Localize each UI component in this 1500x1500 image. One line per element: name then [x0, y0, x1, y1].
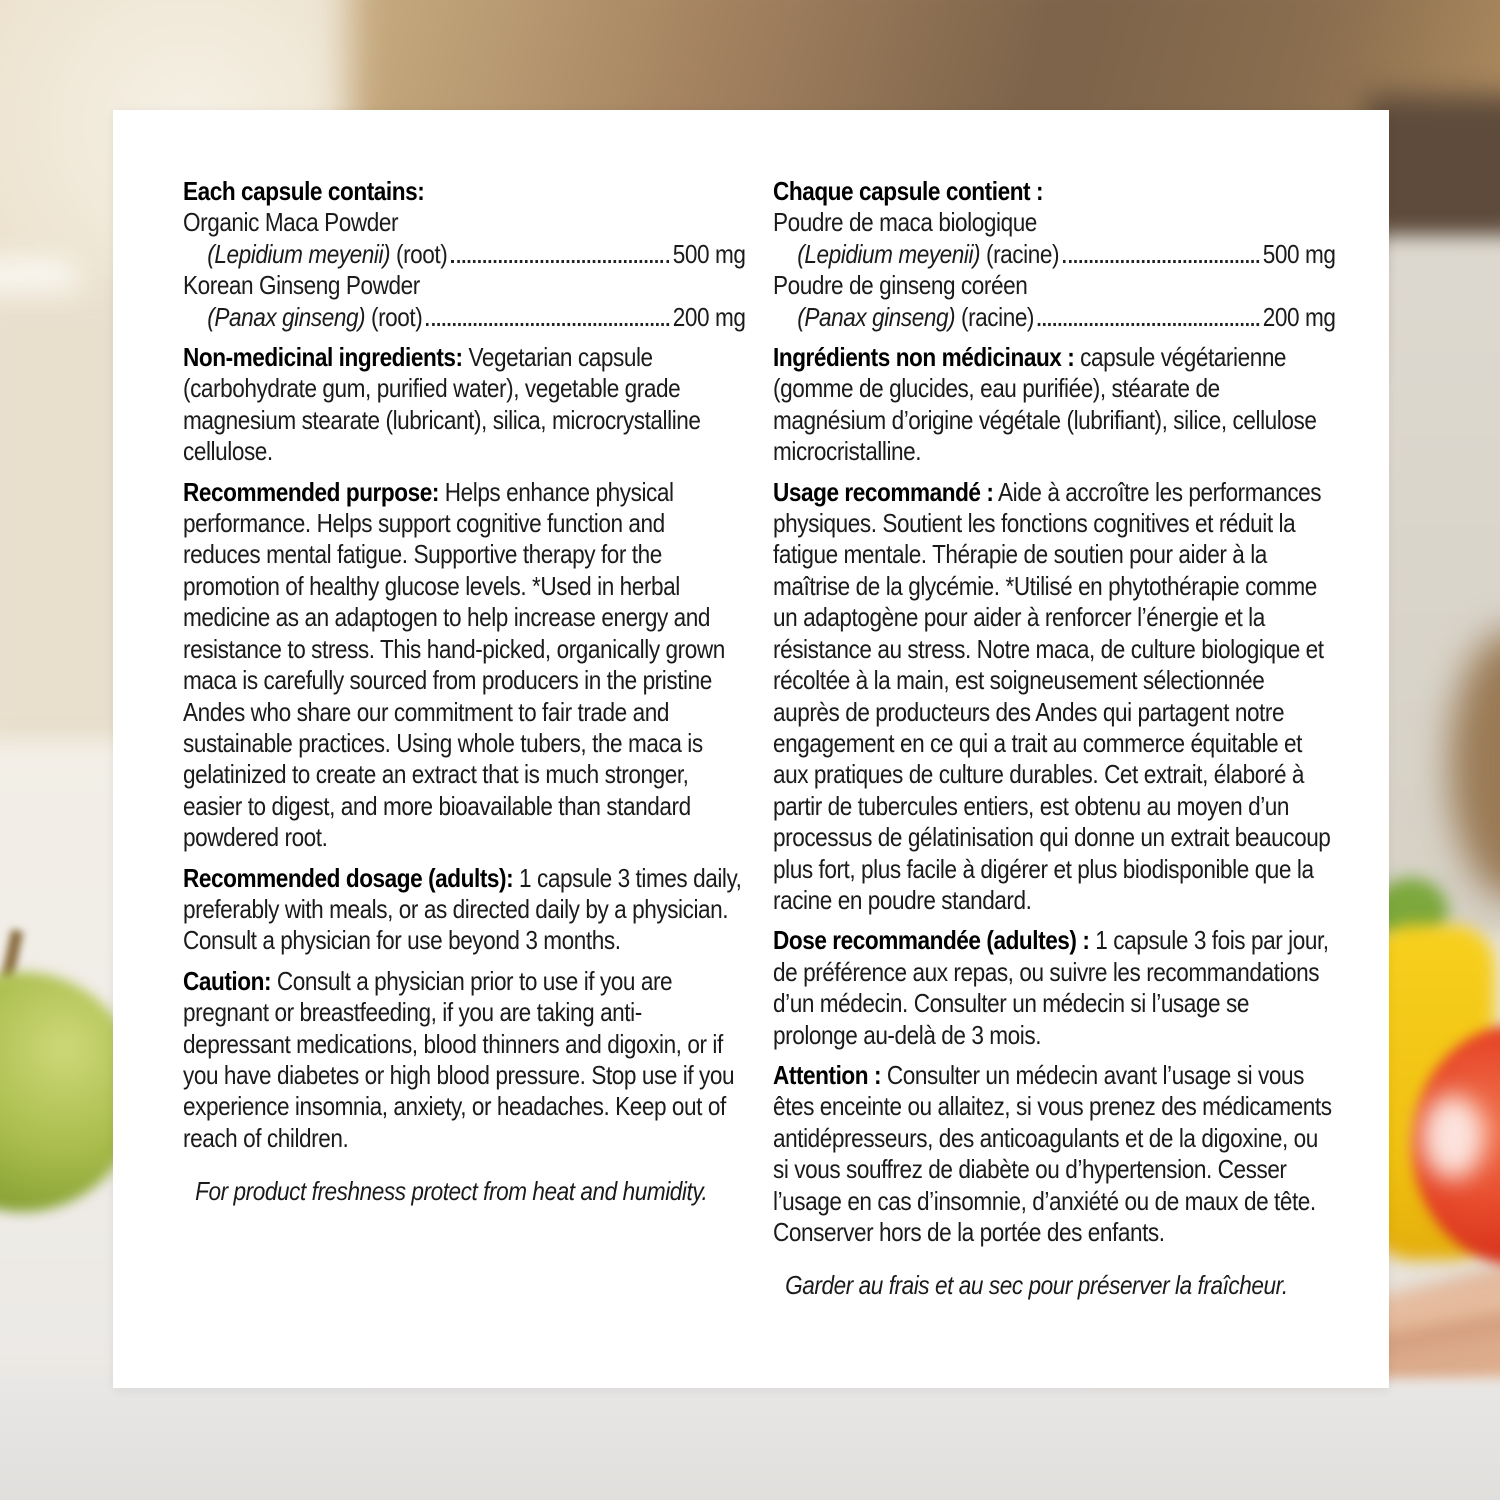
purpose-paragraph — [773, 477, 1335, 917]
ingredient-name: Poudre de ginseng coréen — [773, 270, 1028, 301]
dosage-paragraph — [773, 925, 1335, 1051]
paragraph-text: 1 capsule 3 times daily, preferably with meals, or as directed daily by a physician. Consult a physician for use beyond 3 months. — [183, 862, 742, 956]
section-heading: Each capsule contains: — [183, 176, 425, 206]
section-heading: Chaque capsule contient : — [773, 176, 1044, 206]
ingredient-line — [773, 302, 1335, 333]
paragraph-text: Consulter un médecin avant l’usage si vous êtes enceinte ou allaitez, si vous prenez des médicaments antidépresseurs, des anticoagulants et de la digoxine, ou si vous souffrez de diabète ou d’hypertension. Cesser l’usage en cas d’insomnie, d’anxiété ou de maux de tête. Conserver hors de la portée des enfants. — [773, 1059, 1332, 1247]
ingredient-name: Organic Maca Powder — [183, 207, 399, 238]
ingredient-line — [183, 302, 745, 333]
plant-part: (racine) — [985, 238, 1060, 269]
paragraph-label: Usage recommandé : — [773, 476, 994, 507]
plant-part: (root) — [370, 301, 423, 332]
ingredient-amount: 200 mg — [672, 301, 746, 332]
paragraph-text: Helps enhance physical performance. Helps support cognitive function and reduces mental fatigue. Supportive therapy for the promotion of healthy glucose levels. *Used in herbal medicine as an adaptogen to help increase energy and resistance to stress. This hand-picked, organically grown maca is carefully sourced from producers in the pristine Andes who share our commitment to fair trade and sustainable practices. Using whole tubers, the maca is gelatinized to create an extract that is much stronger, easier to digest, and more bioavailable than standard powdered root. — [183, 476, 725, 853]
non-medicinal-paragraph — [183, 342, 745, 468]
dot-leader — [1063, 260, 1260, 263]
latin-name: (Panax ginseng) — [797, 301, 956, 332]
ingredient-line — [183, 239, 745, 270]
ingredient-amount: 500 mg — [1262, 238, 1336, 269]
latin-name: (Lepidium meyenii) — [207, 238, 391, 269]
latin-name: (Panax ginseng) — [207, 301, 366, 332]
dosage-paragraph — [183, 863, 745, 957]
plant-part: (root) — [395, 238, 448, 269]
purpose-paragraph — [183, 477, 745, 854]
paragraph-label: Non-medicinal ingredients: — [183, 342, 463, 373]
ingredient-amount: 200 mg — [1262, 301, 1336, 332]
latin-name: (Lepidium meyenii) — [797, 238, 981, 269]
dot-leader — [1037, 323, 1259, 326]
ingredient-line — [773, 239, 1335, 270]
dot-leader — [451, 260, 670, 263]
non-medicinal-paragraph — [773, 342, 1335, 468]
paragraph-label: Caution: — [183, 965, 272, 996]
caution-paragraph — [773, 1060, 1335, 1248]
paragraph-text: Vegetarian capsule (carbohydrate gum, purified water), vegetable grade magnesium stearate (lubricant), silica, microcrystalline cellulose. — [183, 342, 701, 467]
tomato-highlight — [1422, 1095, 1484, 1179]
ingredient-name: Poudre de maca biologique — [773, 207, 1037, 238]
paragraph-label: Recommended purpose: — [183, 476, 439, 507]
paragraph-text: Consult a physician prior to use if you are pregnant or breastfeeding, if you are taking anti-depressant medications, blood thinners and digoxin, or if you have diabetes or high blood pressure. Stop use if you experience insomnia, anxiety, or headaches. Keep out of reach of children. — [183, 965, 735, 1153]
english-column — [183, 176, 745, 1208]
ingredient-latin — [207, 302, 422, 333]
french-column — [773, 176, 1335, 1302]
paragraph-text: Aide à accroître les performances physiques. Soutient les fonctions cognitives et réduit la fatigue mentale. Thérapie de soutien pour aider à la maîtrise de la glycémie. *Utilisé en phytothérapie comme un adaptogène pour aider à renforcer l’énergie et la résistance au stress. Notre maca, de culture biologique et récoltée à la main, est soigneusement sélectionnée auprès de producteurs des Andes qui partagent notre engagement en ce qui a trait au commerce équitable et aux pratiques de culture durables. Cet extrait, élaboré à partir de tubercules entiers, est obtenu au moyen d’un processus de gélatinisation qui donne un extrait beaucoup plus fort, plus facile à digérer et plus biodisponible que la racine en poudre standard. — [773, 476, 1331, 915]
paragraph-text: capsule végétarienne (gomme de glucides, eau purifiée), stéarate de magnésium d’origine végétale (lubrifiant), silice, cellulose microcristalline. — [773, 342, 1317, 467]
plant-part: (racine) — [960, 301, 1035, 332]
paragraph-label: Dose recommandée (adultes) : — [773, 925, 1090, 956]
paragraph-label: Recommended dosage (adults): — [183, 862, 514, 893]
paragraph-label: Attention : — [773, 1059, 882, 1090]
paragraph-label: Ingrédients non médicinaux : — [773, 342, 1075, 373]
dot-leader — [426, 323, 670, 326]
ingredient-amount: 500 mg — [672, 238, 746, 269]
storage-note: Garder au frais et au sec pour préserver la fraîcheur. — [785, 1270, 1288, 1301]
label-card — [113, 110, 1389, 1388]
paragraph-text: 1 capsule 3 fois par jour, de préférence aux repas, ou suivre les recommandations d’un médecin. Consulter un médecin si l’usage se prolonge au-delà de 3 mois. — [773, 925, 1329, 1050]
marble-counter — [0, 1378, 1500, 1500]
ingredient-latin — [207, 239, 447, 270]
caution-paragraph — [183, 966, 745, 1154]
ingredient-latin — [797, 239, 1059, 270]
storage-note: For product freshness protect from heat and humidity. — [195, 1176, 708, 1207]
ingredient-latin — [797, 302, 1034, 333]
ingredient-name: Korean Ginseng Powder — [183, 270, 420, 301]
